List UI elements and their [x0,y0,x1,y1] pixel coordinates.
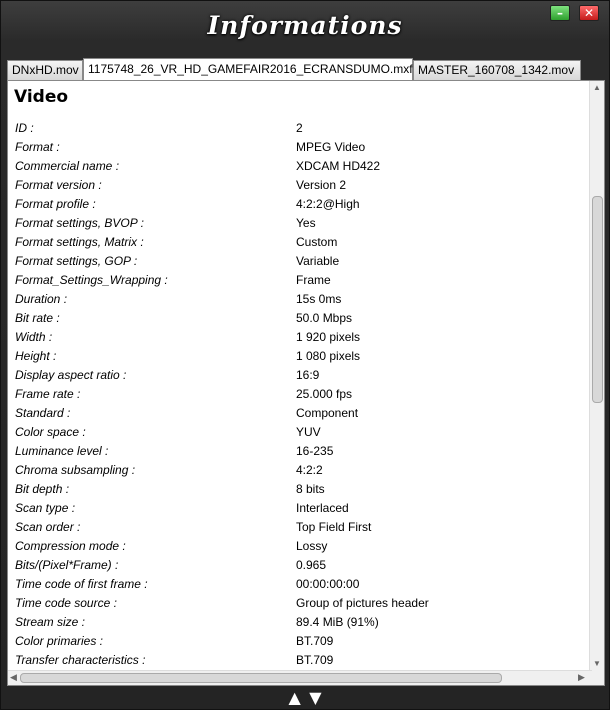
vertical-scrollbar[interactable] [589,81,604,671]
close-button[interactable]: ✕ [579,5,599,21]
info-row-label: Frame rate : [15,387,81,401]
info-row-value: 1 920 pixels [296,330,361,344]
info-row-label: Display aspect ratio : [15,368,127,382]
info-row [8,594,592,613]
info-row-label: Duration : [15,292,68,306]
info-row [8,423,592,442]
window-title: Informations [207,11,403,40]
info-row-label: Transfer characteristics : [15,653,146,667]
info-row-label: Format profile : [15,197,96,211]
info-row [8,613,592,632]
info-row-value: Yes [296,216,316,230]
info-row [8,385,592,404]
info-row-label: Scan order : [15,520,81,534]
info-row-label: Compression mode : [15,539,126,553]
info-row-label: Time code of first frame : [15,577,148,591]
info-row [8,575,592,594]
info-row [8,499,592,518]
info-row [8,138,592,157]
info-row-label: Format_Settings_Wrapping : [15,273,168,287]
info-row-label: Format settings, GOP : [15,254,138,268]
info-row-label: Stream size : [15,615,86,629]
info-row-value: 16-235 [296,444,334,458]
scroll-down-icon[interactable]: ▼ [593,659,601,668]
previous-arrow-icon[interactable]: ▲ [288,688,301,707]
info-row [8,404,592,423]
info-row [8,271,592,290]
minimize-button[interactable]: – [550,5,570,21]
info-row-value: 4:2:2 [296,463,323,477]
info-row-value: Variable [296,254,340,268]
info-row [8,366,592,385]
horizontal-scrollbar[interactable] [8,670,592,685]
section-title: Video [14,87,69,107]
info-row-value: XDCAM HD422 [296,159,381,173]
next-arrow-icon[interactable]: ▼ [309,688,322,707]
info-row [8,176,592,195]
info-row [8,556,592,575]
horizontal-scroll-thumb[interactable] [20,673,502,683]
info-row-value: MPEG Video [296,140,366,154]
info-row-value: 8 bits [296,482,325,496]
info-row-value: Interlaced [296,501,349,515]
info-row-value: Component [296,406,359,420]
info-row-value: Custom [296,235,338,249]
info-panel [7,80,605,686]
info-row-value: Lossy [296,539,328,553]
info-row [8,537,592,556]
info-row-label: Bit depth : [15,482,70,496]
info-row-value: Version 2 [296,178,347,192]
info-row-label: Width : [15,330,53,344]
info-row-label: Time code source : [15,596,117,610]
info-row-label: Color primaries : [15,634,104,648]
info-row [8,480,592,499]
info-row-label: Color space : [15,425,86,439]
info-row [8,290,592,309]
info-row-label: Format version : [15,178,102,192]
info-row [8,632,592,651]
tab-gamefair-mxf[interactable]: 1175748_26_VR_HD_GAMEFAIR2016_ECRANSDUMO.mxf [83,58,413,80]
scroll-left-icon[interactable]: ◀ [10,672,17,682]
info-row-value: 50.0 Mbps [296,311,353,325]
info-row-value: Group of pictures header [296,596,429,610]
info-row [8,157,592,176]
info-row-value: BT.709 [296,634,334,648]
info-row-value: 4:2:2@High [296,197,360,211]
info-row-value: 16:9 [296,368,320,382]
info-row-label: ID : [15,121,34,135]
info-row-label: Bits/(Pixel*Frame) : [15,558,119,572]
info-row [8,347,592,366]
info-row-label: Format settings, BVOP : [15,216,144,230]
info-row-value: BT.709 [296,653,334,667]
info-row [8,195,592,214]
info-row-label: Scan type : [15,501,76,515]
scroll-right-icon[interactable]: ▶ [578,672,585,682]
info-row-label: Format settings, Matrix : [15,235,144,249]
info-row [8,651,592,670]
info-row-value: 2 [296,121,303,135]
file-tabs [7,58,605,80]
info-row [8,119,592,138]
info-row-label: Luminance level : [15,444,109,458]
info-row-value: 89.4 MiB (91%) [296,615,379,629]
info-row [8,461,592,480]
info-row-value: 25.000 fps [296,387,353,401]
info-row [8,252,592,271]
info-row-label: Standard : [15,406,71,420]
info-row [8,214,592,233]
info-row [8,233,592,252]
info-row-label: Commercial name : [15,159,120,173]
info-row [8,309,592,328]
info-row-value: Frame [296,273,331,287]
tab-master-mov[interactable]: MASTER_160708_1342.mov [413,60,581,80]
info-row-value: YUV [296,425,321,439]
info-row-value: 15s 0ms [296,292,342,306]
info-row-value: 0.965 [296,558,327,572]
info-row-value: 00:00:00:00 [296,577,360,591]
info-row-label: Height : [15,349,57,363]
info-row [8,518,592,537]
scroll-up-icon[interactable]: ▲ [593,83,601,92]
title-bar[interactable] [1,1,609,57]
info-row-label: Bit rate : [15,311,60,325]
bottom-nav [1,687,609,709]
info-row-value: Top Field First [296,520,372,534]
info-row [8,442,592,461]
info-rows [8,119,592,670]
tab-dnxhd[interactable]: DNxHD.mov [7,60,83,80]
scroll-corner [590,671,604,685]
info-row-value: 1 080 pixels [296,349,361,363]
info-row-label: Chroma subsampling : [15,463,136,477]
info-row-label: Format : [15,140,60,154]
info-row [8,328,592,347]
vertical-scroll-thumb[interactable] [592,196,603,403]
